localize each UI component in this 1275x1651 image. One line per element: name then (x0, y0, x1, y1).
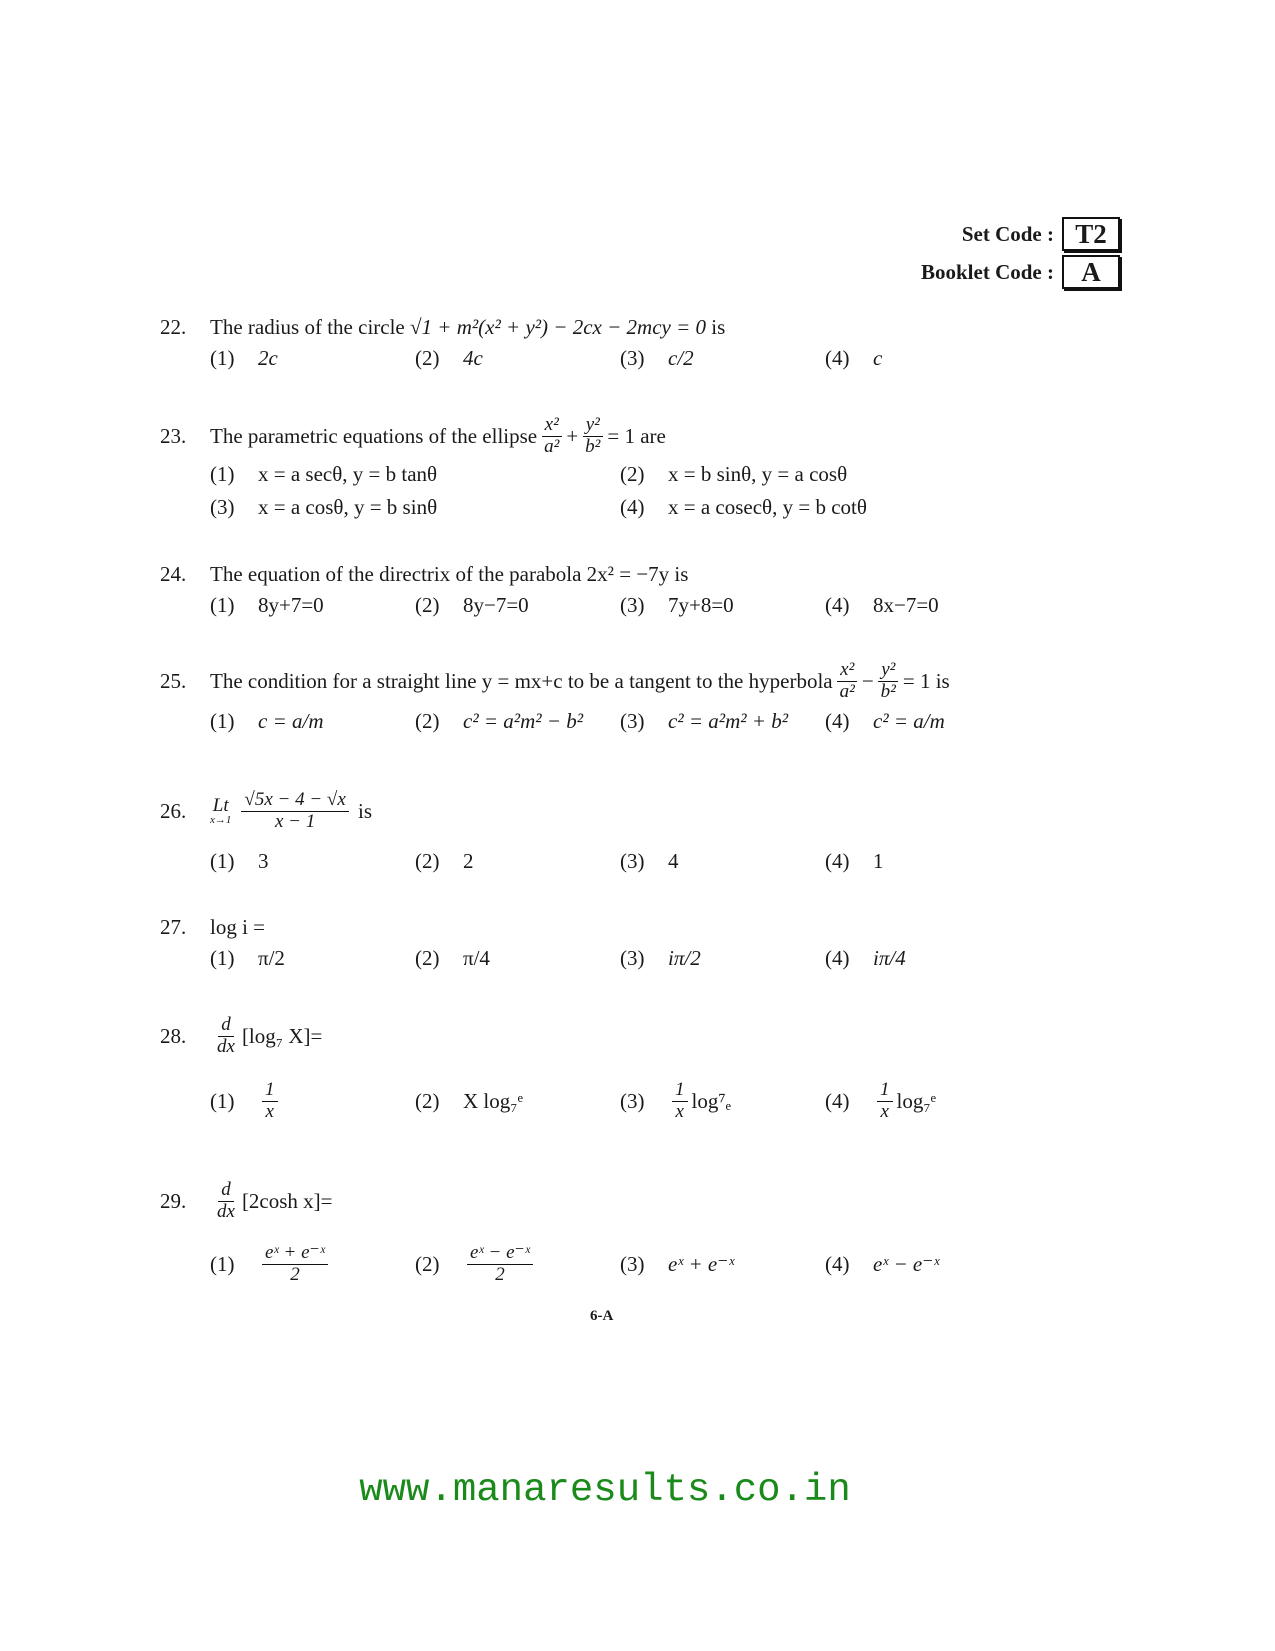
set-code-label: Set Code : (961, 221, 1054, 246)
option-label: (3) (620, 708, 645, 733)
option-label: (2) (415, 593, 440, 617)
option-value: 8y−7=0 (463, 593, 529, 617)
option-1[interactable] (210, 849, 415, 874)
option-2[interactable] (415, 1243, 620, 1286)
question-text: The condition for a straight line y = mx+c to be a tangent to the hyperbola (210, 668, 833, 693)
option-label: (2) (415, 346, 440, 370)
question-number: 24. (160, 562, 187, 586)
fraction-numerator: 1 (672, 1080, 688, 1102)
option-value: iπ/4 (873, 946, 906, 970)
question-number: 28. (160, 1023, 187, 1048)
option-value: 7y+8=0 (668, 593, 734, 617)
fraction-numerator: eˣ − e⁻ˣ (467, 1243, 533, 1265)
option-label: (1) (210, 593, 235, 617)
option-3[interactable] (620, 346, 825, 371)
option-2[interactable] (415, 1080, 620, 1123)
fraction-numerator: d (218, 1015, 234, 1037)
question-text: The equation of the directrix of the parabola 2x² = −7y is (210, 562, 689, 586)
option-3[interactable] (620, 1080, 825, 1123)
option-label: (2) (415, 1088, 440, 1113)
option-3[interactable] (620, 849, 825, 874)
option-label: (2) (415, 946, 440, 970)
fraction-numerator: y² (878, 660, 898, 682)
option-value: c = a/m (258, 708, 324, 733)
question-tail: is (711, 315, 726, 339)
option-1[interactable] (210, 1080, 415, 1123)
fraction-numerator: 1 (262, 1080, 278, 1102)
option-label: (3) (620, 946, 645, 970)
option-value: c² = a/m (873, 708, 945, 733)
option-1[interactable] (210, 709, 415, 734)
fraction (541, 415, 562, 458)
option-value: X log₇ᵉ (463, 1088, 523, 1113)
fraction (877, 1080, 893, 1123)
question-text: The radius of the circle (210, 315, 405, 339)
fraction-denominator: x (265, 1100, 274, 1122)
option-2[interactable] (415, 346, 620, 371)
option-value: 8x−7=0 (873, 593, 939, 617)
option-value: log⁷ₑ (691, 1088, 732, 1113)
option-label: (1) (210, 1251, 235, 1276)
question-number: 22. (160, 315, 187, 339)
option-value: 1 (873, 848, 884, 873)
code-block (921, 215, 1120, 291)
option-label: (2) (415, 848, 440, 873)
fraction (878, 660, 899, 703)
question-math: √1 + m²(x² + y²) − 2cx − 2mcy = 0 (410, 315, 707, 339)
footer-url[interactable]: www.manaresults.co.in (359, 1468, 851, 1512)
question-27 (160, 915, 1030, 971)
option-label: (3) (620, 346, 645, 370)
option-label: (4) (825, 1088, 850, 1113)
option-label: (3) (210, 494, 235, 519)
option-label: (4) (825, 593, 850, 617)
option-value: x = b sinθ, y = a cosθ (668, 461, 848, 486)
option-label: (1) (210, 946, 235, 970)
option-4[interactable] (825, 946, 1030, 971)
fraction-denominator: x (675, 1100, 684, 1122)
fraction (582, 415, 603, 458)
option-4[interactable] (825, 346, 1030, 371)
option-label: (4) (620, 494, 645, 519)
option-value: eˣ + e⁻ˣ (668, 1251, 735, 1276)
question-number: 27. (160, 915, 187, 939)
option-label: (1) (210, 1088, 235, 1113)
option-value: iπ/2 (668, 946, 701, 970)
booklet-code-row (921, 253, 1120, 291)
option-value: c² = a²m² + b² (668, 708, 789, 733)
option-2[interactable] (620, 462, 1030, 487)
fraction-denominator: a² (544, 435, 560, 457)
option-label: (1) (210, 708, 235, 733)
question-number: 23. (160, 423, 187, 448)
fraction-denominator: b² (880, 680, 896, 702)
option-4[interactable] (620, 495, 1030, 520)
fraction-denominator: x − 1 (274, 810, 316, 832)
fraction-denominator: b² (585, 435, 601, 457)
option-label: (3) (620, 1088, 645, 1113)
fraction (262, 1243, 328, 1286)
fraction (837, 660, 858, 703)
option-1[interactable] (210, 346, 415, 371)
option-3[interactable] (620, 1243, 825, 1286)
option-4[interactable] (825, 1080, 1030, 1123)
fraction-denominator: a² (839, 680, 855, 702)
option-label: (3) (620, 848, 645, 873)
option-value: 2 (463, 848, 474, 873)
option-value: 4 (668, 848, 679, 873)
fraction-numerator: eˣ + e⁻ˣ (262, 1243, 328, 1265)
limit-subscript: x→1 (210, 814, 232, 827)
derivative-operator (214, 1015, 238, 1058)
question-expression: [2cosh x]= (241, 1188, 333, 1213)
fraction-numerator: 1 (877, 1080, 893, 1102)
option-label: (1) (210, 461, 235, 486)
option-label: (3) (620, 1251, 645, 1276)
option-value: 8y+7=0 (258, 593, 324, 617)
option-label: (4) (825, 346, 850, 370)
option-4[interactable] (825, 1243, 1030, 1286)
option-value: c² = a²m² − b² (463, 708, 584, 733)
question-text: The parametric equations of the ellipse (210, 423, 538, 448)
fraction-denominator: dx (217, 1035, 235, 1057)
question-text: log i = (210, 915, 266, 939)
fraction (241, 790, 348, 833)
option-4[interactable] (825, 593, 1030, 618)
fraction-numerator: x² (542, 415, 562, 437)
option-value: log₇ᵉ (896, 1088, 937, 1113)
set-code-box: T2 (1062, 217, 1120, 251)
option-value: 4c (463, 346, 483, 370)
question-22 (160, 315, 1030, 371)
option-3[interactable] (620, 946, 825, 971)
option-1[interactable] (210, 593, 415, 618)
question-25: 25. The condition for a straight line y = mx+c to be a tangent to the hyperbola $\frac{\text{x²}}{\text{a²}}$ − $\frac{\text{y²}}{\text{b²}}$ = 1 is (1) c = a/m (2) c² = a²m² − b² (3) c² = a²m² + b² (4) c² = a/m (160, 660, 1030, 734)
option-value: 2c (258, 346, 278, 370)
question-tail: = 1 is (902, 668, 950, 693)
option-label: (1) (210, 848, 235, 873)
option-label: (4) (825, 848, 850, 873)
fraction-numerator: √5x − 4 − √x (241, 790, 348, 812)
option-2[interactable] (415, 709, 620, 734)
question-23: 23. The parametric equations of the ellipse $\frac{\text{x²}}{\text{a²}}$ + $\frac{\text{y²}}{\text{b²}}$ = 1 are (1) x = a secθ, y = b tanθ (2) x = b sinθ, y = a cosθ (3) x = a cosθ, y = b sinθ (4) x = a cosecθ, y = b cotθ (160, 415, 1030, 528)
option-label: (4) (825, 708, 850, 733)
option-label: (2) (415, 708, 440, 733)
booklet-code-box: A (1062, 255, 1120, 289)
option-value: x = a secθ, y = b tanθ (258, 461, 438, 486)
option-value: π/4 (463, 946, 490, 970)
option-value: x = a cosecθ, y = b cotθ (668, 494, 867, 519)
option-value: c (873, 346, 883, 370)
option-3[interactable] (620, 593, 825, 618)
fraction-denominator: x (880, 1100, 889, 1122)
option-value: x = a cosθ, y = b sinθ (258, 494, 438, 519)
fraction-numerator: x² (837, 660, 857, 682)
question-24 (160, 562, 1030, 618)
option-3[interactable] (620, 709, 825, 734)
fraction-denominator: 2 (290, 1263, 300, 1285)
fraction-numerator: d (218, 1180, 234, 1202)
option-1[interactable] (210, 946, 415, 971)
option-1[interactable] (210, 462, 620, 487)
fraction (467, 1243, 533, 1286)
derivative-operator (214, 1180, 238, 1223)
question-expression: [log₇ X]= (241, 1023, 323, 1048)
option-label: (2) (415, 1251, 440, 1276)
limit-operator (210, 796, 231, 826)
option-1[interactable] (210, 1243, 415, 1286)
question-tail: = 1 are (607, 423, 666, 448)
booklet-code-label: Booklet Code : (921, 259, 1054, 284)
question-29 (160, 1180, 1030, 1286)
option-4[interactable] (825, 849, 1030, 874)
question-26 (160, 790, 1030, 874)
question-number: 25. (160, 668, 187, 693)
option-label: (4) (825, 1251, 850, 1276)
question-28 (160, 1015, 1030, 1123)
option-value: eˣ − e⁻ˣ (873, 1251, 940, 1276)
option-3[interactable] (210, 495, 620, 520)
option-label: (4) (825, 946, 850, 970)
fraction (672, 1080, 688, 1123)
question-tail: is (358, 798, 373, 823)
option-2[interactable] (415, 849, 620, 874)
option-value: 3 (258, 848, 269, 873)
option-value: π/2 (258, 946, 285, 970)
fraction (262, 1080, 278, 1123)
option-label: (1) (210, 346, 235, 370)
option-4[interactable] (825, 709, 1030, 734)
question-number: 29. (160, 1188, 187, 1213)
option-label: (3) (620, 593, 645, 617)
limit-label: Lt (212, 795, 229, 817)
option-2[interactable] (415, 593, 620, 618)
option-2[interactable] (415, 946, 620, 971)
fraction-denominator: dx (217, 1200, 235, 1222)
fraction-numerator: y² (583, 415, 603, 437)
set-code-row (921, 215, 1120, 253)
fraction-denominator: 2 (495, 1263, 505, 1285)
question-number: 26. (160, 798, 187, 823)
option-value: c/2 (668, 346, 694, 370)
option-label: (2) (620, 461, 645, 486)
page-number: 6-A (590, 1308, 614, 1324)
